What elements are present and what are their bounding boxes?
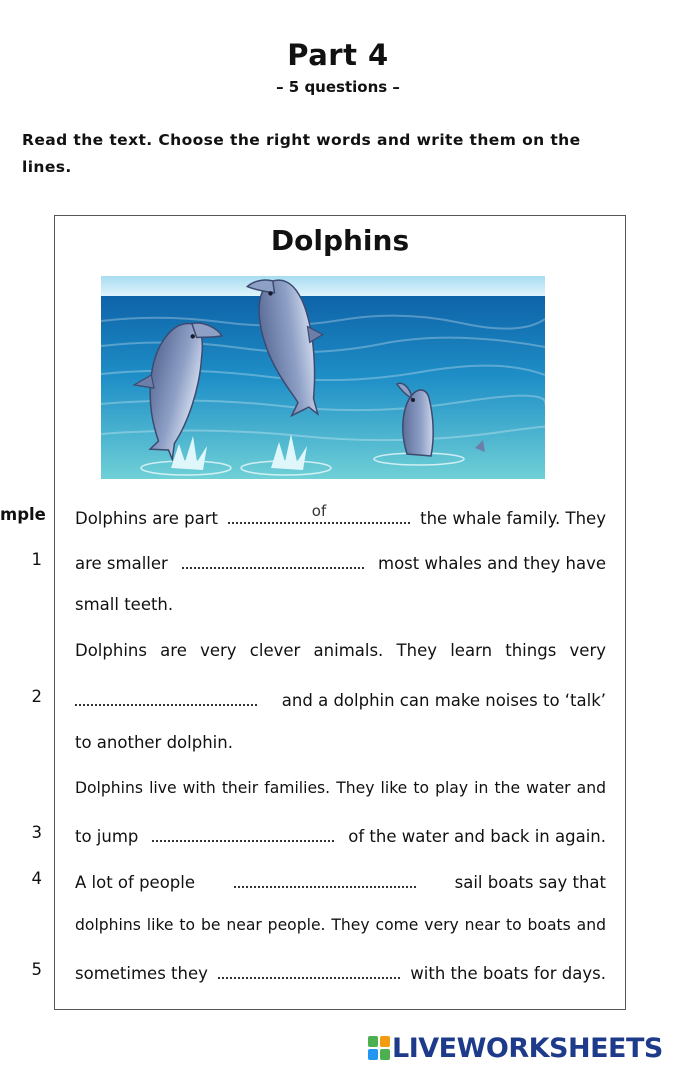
dolphins-illustration <box>101 276 545 479</box>
text-line-q4 <box>75 864 606 894</box>
text-segment: dolphins like to be near people. They come very near to boats and <box>75 916 606 934</box>
text-segment: of the water and back in again. <box>348 827 606 846</box>
answer-blank-1[interactable] <box>182 545 364 569</box>
text-segment: to jump <box>75 827 139 846</box>
answer-blank-5[interactable] <box>218 955 400 979</box>
question-number: 2 <box>31 687 42 706</box>
passage-title: Dolphins <box>270 224 410 257</box>
brand-name: LIVEWORKSHEETS <box>392 1032 663 1064</box>
text-segment: small teeth. <box>75 595 174 614</box>
text-segment: A lot of people <box>75 873 196 892</box>
text-segment: to another dolphin. <box>75 733 233 752</box>
text-line-q1 <box>75 545 606 575</box>
text-segment: and a dolphin can make noises to ‘talk’ <box>281 691 606 710</box>
text-line-q5 <box>75 955 606 985</box>
question-count: – 5 questions – <box>276 78 400 96</box>
text-segment: most whales and they have <box>378 554 606 573</box>
text-segment: are smaller <box>75 554 168 573</box>
text-line <box>75 728 606 758</box>
liveworksheets-logo[interactable] <box>368 1031 668 1065</box>
question-number: 4 <box>31 869 42 888</box>
instructions: Read the text. Choose the right words and write them on the lines. <box>22 131 581 176</box>
text-line-q2 <box>75 682 606 712</box>
text-segment: Dolphins are part <box>75 509 218 528</box>
answer-text: of <box>311 502 327 520</box>
answer-blank-2[interactable] <box>75 682 257 706</box>
text-segment: sometimes they <box>75 964 208 983</box>
text-line <box>75 773 606 803</box>
question-number: 3 <box>31 823 42 842</box>
text-segment: with the boats for days. <box>410 964 606 983</box>
text-segment: sail boats say that <box>454 873 606 892</box>
liveworksheets-logo-icon <box>368 1036 390 1060</box>
text-line <box>75 590 606 620</box>
text-line-example <box>75 500 606 530</box>
text-line-q3 <box>75 818 606 848</box>
answer-blank-example[interactable] <box>228 500 410 524</box>
text-line <box>75 910 606 940</box>
answer-blank-4[interactable] <box>234 864 416 888</box>
example-label: mple <box>0 505 46 524</box>
question-number: 1 <box>31 550 42 569</box>
text-segment: the whale family. They <box>420 509 606 528</box>
page-title: Part 4 <box>287 38 389 72</box>
answer-blank-3[interactable] <box>152 818 334 842</box>
text-line <box>75 636 606 666</box>
question-number: 5 <box>31 960 42 979</box>
text-segment: Dolphins live with their families. They like to play in the water and <box>75 779 606 797</box>
text-segment: Dolphins are very clever animals. They learn things very <box>75 641 606 660</box>
